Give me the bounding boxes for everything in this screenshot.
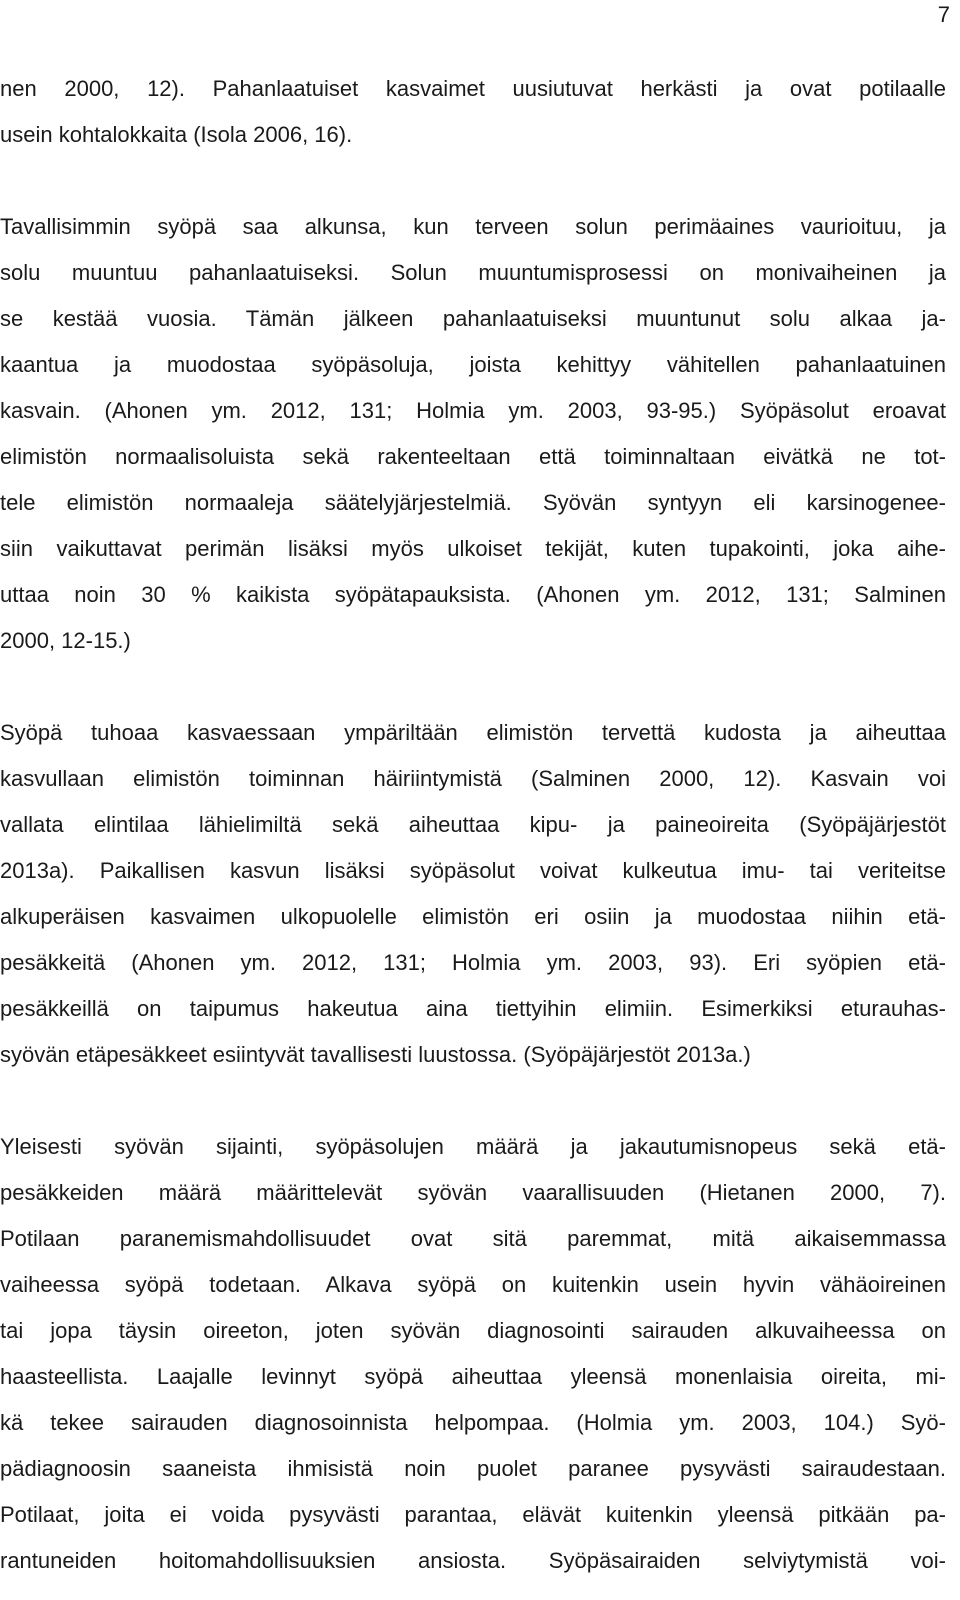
text-line: pesäkkeillä on taipumus hakeutua aina tiettyihin elimiin. Esimerkiksi eturauhas- bbox=[0, 996, 946, 1021]
text-line: se kestää vuosia. Tämän jälkeen pahanlaatuiseksi muuntunut solu alkaa ja- bbox=[0, 306, 946, 331]
paragraph-1 bbox=[0, 66, 946, 158]
text-line: pädiagnoosin saaneista ihmisistä noin puolet paranee pysyvästi sairaudestaan. bbox=[0, 1456, 946, 1481]
text-line: kaantua ja muodostaa syöpäsoluja, joista kehittyy vähitellen pahanlaatuinen bbox=[0, 352, 946, 377]
text-line: pesäkkeitä (Ahonen ym. 2012, 131; Holmia ym. 2003, 93). Eri syöpien etä- bbox=[0, 950, 946, 975]
text-line: tele elimistön normaaleja säätelyjärjestelmiä. Syövän syntyyn eli karsinogenee- bbox=[0, 490, 946, 515]
text-line: 2000, 12-15.) bbox=[0, 628, 131, 653]
text-line: usein kohtalokkaita (Isola 2006, 16). bbox=[0, 122, 353, 147]
text-line: alkuperäisen kasvaimen ulkopuolelle elimistön eri osiin ja muodostaa niihin etä- bbox=[0, 904, 946, 929]
text-line: uttaa noin 30 % kaikista syöpätapauksista. (Ahonen ym. 2012, 131; Salminen bbox=[0, 582, 946, 607]
text-line: Potilaat, joita ei voida pysyvästi parantaa, elävät kuitenkin yleensä pitkään pa- bbox=[0, 1502, 946, 1527]
text-line: Syöpä tuhoaa kasvaessaan ympäriltään elimistön tervettä kudosta ja aiheuttaa bbox=[0, 720, 946, 745]
paragraph-2 bbox=[0, 204, 946, 664]
text-line: kasvain. (Ahonen ym. 2012, 131; Holmia ym. 2003, 93-95.) Syöpäsolut eroavat bbox=[0, 398, 946, 423]
text-line: vallata elintilaa lähielimiltä sekä aiheuttaa kipu- ja paineoireita (Syöpäjärjestöt bbox=[0, 812, 946, 837]
text-line: siin vaikuttavat perimän lisäksi myös ulkoiset tekijät, kuten tupakointi, joka aihe- bbox=[0, 536, 946, 561]
paragraph-4 bbox=[0, 1124, 946, 1584]
text-line: elimistön normaalisoluista sekä rakenteeltaan että toiminnaltaan eivätkä ne tot- bbox=[0, 444, 946, 469]
page-number: 7 bbox=[937, 2, 950, 27]
text-line: Yleisesti syövän sijainti, syöpäsolujen määrä ja jakautumisnopeus sekä etä- bbox=[0, 1134, 946, 1159]
text-line: syövän etäpesäkkeet esiintyvät tavallisesti luustossa. (Syöpäjärjestöt 2013a.) bbox=[0, 1042, 751, 1067]
text-line: 2013a). Paikallisen kasvun lisäksi syöpäsolut voivat kulkeutua imu- tai veriteitse bbox=[0, 858, 946, 883]
text-line: Potilaan paranemismahdollisuudet ovat sitä paremmat, mitä aikaisemmassa bbox=[0, 1226, 946, 1251]
text-line: nen 2000, 12). Pahanlaatuiset kasvaimet uusiutuvat herkästi ja ovat potilaalle bbox=[0, 76, 946, 101]
text-line: tai jopa täysin oireeton, joten syövän diagnosointi sairauden alkuvaiheessa on bbox=[0, 1318, 946, 1343]
text-line: pesäkkeiden määrä määrittelevät syövän vaarallisuuden (Hietanen 2000, 7). bbox=[0, 1180, 946, 1205]
text-line: rantuneiden hoitomahdollisuuksien ansiosta. Syöpäsairaiden selviytymistä voi- bbox=[0, 1548, 946, 1573]
text-line: Tavallisimmin syöpä saa alkunsa, kun terveen solun perimäaines vaurioituu, ja bbox=[0, 214, 946, 239]
text-line: vaiheessa syöpä todetaan. Alkava syöpä on kuitenkin usein hyvin vähäoireinen bbox=[0, 1272, 946, 1297]
text-line: solu muuntuu pahanlaatuiseksi. Solun muuntumisprosessi on monivaiheinen ja bbox=[0, 260, 946, 285]
text-line: kasvullaan elimistön toiminnan häiriintymistä (Salminen 2000, 12). Kasvain voi bbox=[0, 766, 946, 791]
paragraph-3 bbox=[0, 710, 946, 1078]
text-line: kä tekee sairauden diagnosoinnista helpompaa. (Holmia ym. 2003, 104.) Syö- bbox=[0, 1410, 946, 1435]
text-line: haasteellista. Laajalle levinnyt syöpä aiheuttaa yleensä monenlaisia oireita, mi- bbox=[0, 1364, 946, 1389]
